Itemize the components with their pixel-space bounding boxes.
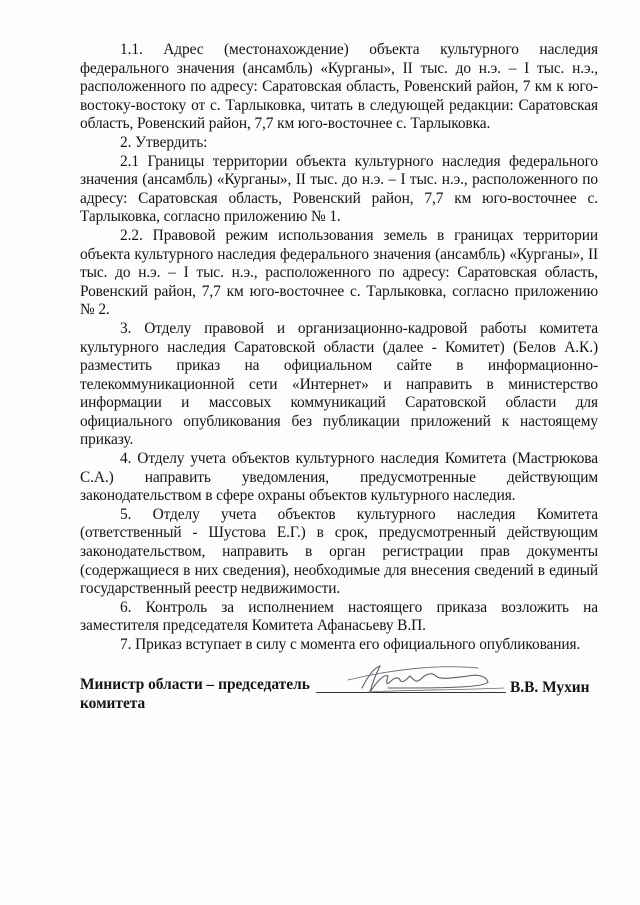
paragraph-7: 7. Приказ вступает в силу с момента его официального опубликования. — [120, 636, 581, 653]
handwritten-signature — [328, 658, 518, 706]
paragraph-2-2: 2.2. Правовой режим использования земель в границах территории объекта культурного наследия федерального значения (ансамбль) «Курганы», II тыс. до н.э. – I тыс. н.э., расположенного по адресу: Саратовская область, Ровенский район, 7,7 км юго-восточнее с. Тарлыковка, согласно приложению № 2. — [80, 226, 598, 319]
paragraph-2-1: 2.1 Границы территории объекта культурного наследия федерального значения (ансамбль) «Курганы», II тыс. до н.э. – I тыс. н.э., расположенного по адресу: Саратовская область, Ровенский район, 7,7 км юго-восточнее с. Тарлыковка, согласно приложению № 1. — [80, 152, 598, 226]
document-body — [80, 41, 598, 655]
signature-block — [80, 676, 600, 736]
paragraph-6: 6. Контроль за исполнением настоящего приказа возложить на заместителя председателя Комитета Афанасьеву В.П. — [80, 598, 598, 635]
paragraph-4: 4. Отделу учета объектов культурного наследия Комитета (Мастрюкова С.А.) направить уведомления, предусмотренные действующим законодательством в сфере охраны объектов культурного наследия. — [80, 450, 598, 505]
paragraph-5: 5. Отделу учета объектов культурного наследия Комитета (ответственный - Шустова Е.Г.) в срок, предусмотренный действующим законодательством, направить в орган регистрации прав документы (содержащиеся в них сведения), необходимые для внесения сведений в единый государственный реестр недвижимости. — [80, 505, 598, 598]
signatory-title: Министр области – председатель комитета — [80, 676, 310, 712]
paragraph-1-1: 1.1. Адрес (местонахождение) объекта культурного наследия федерального значения (ансамбль) «Курганы», II тыс. до н.э. – I тыс. н.э., расположенного по адресу: Саратовская область, Ровенский район, 7 км к юго-востоку-востоку от с. Тарлыковка, читать в следующей редакции: Саратовская область, Ровенский район, 7,7 км юго-восточнее с. Тарлыковка. — [80, 41, 598, 133]
paragraph-3: 3. Отделу правовой и организационно-кадровой работы комитета культурного наследия Саратовской области (далее - Комитет) (Белов А.К.) разместить приказ на официальном сайте в информационно-телекоммуникационной сети «Интернет» и направить в министерство информации и массовых коммуникаций Саратовской области для официального опубликования без публикации приложений к настоящему приказу. — [80, 319, 598, 449]
signatory-name: В.В. Мухин — [510, 679, 590, 696]
paragraph-2: 2. Утвердить: — [120, 133, 208, 151]
